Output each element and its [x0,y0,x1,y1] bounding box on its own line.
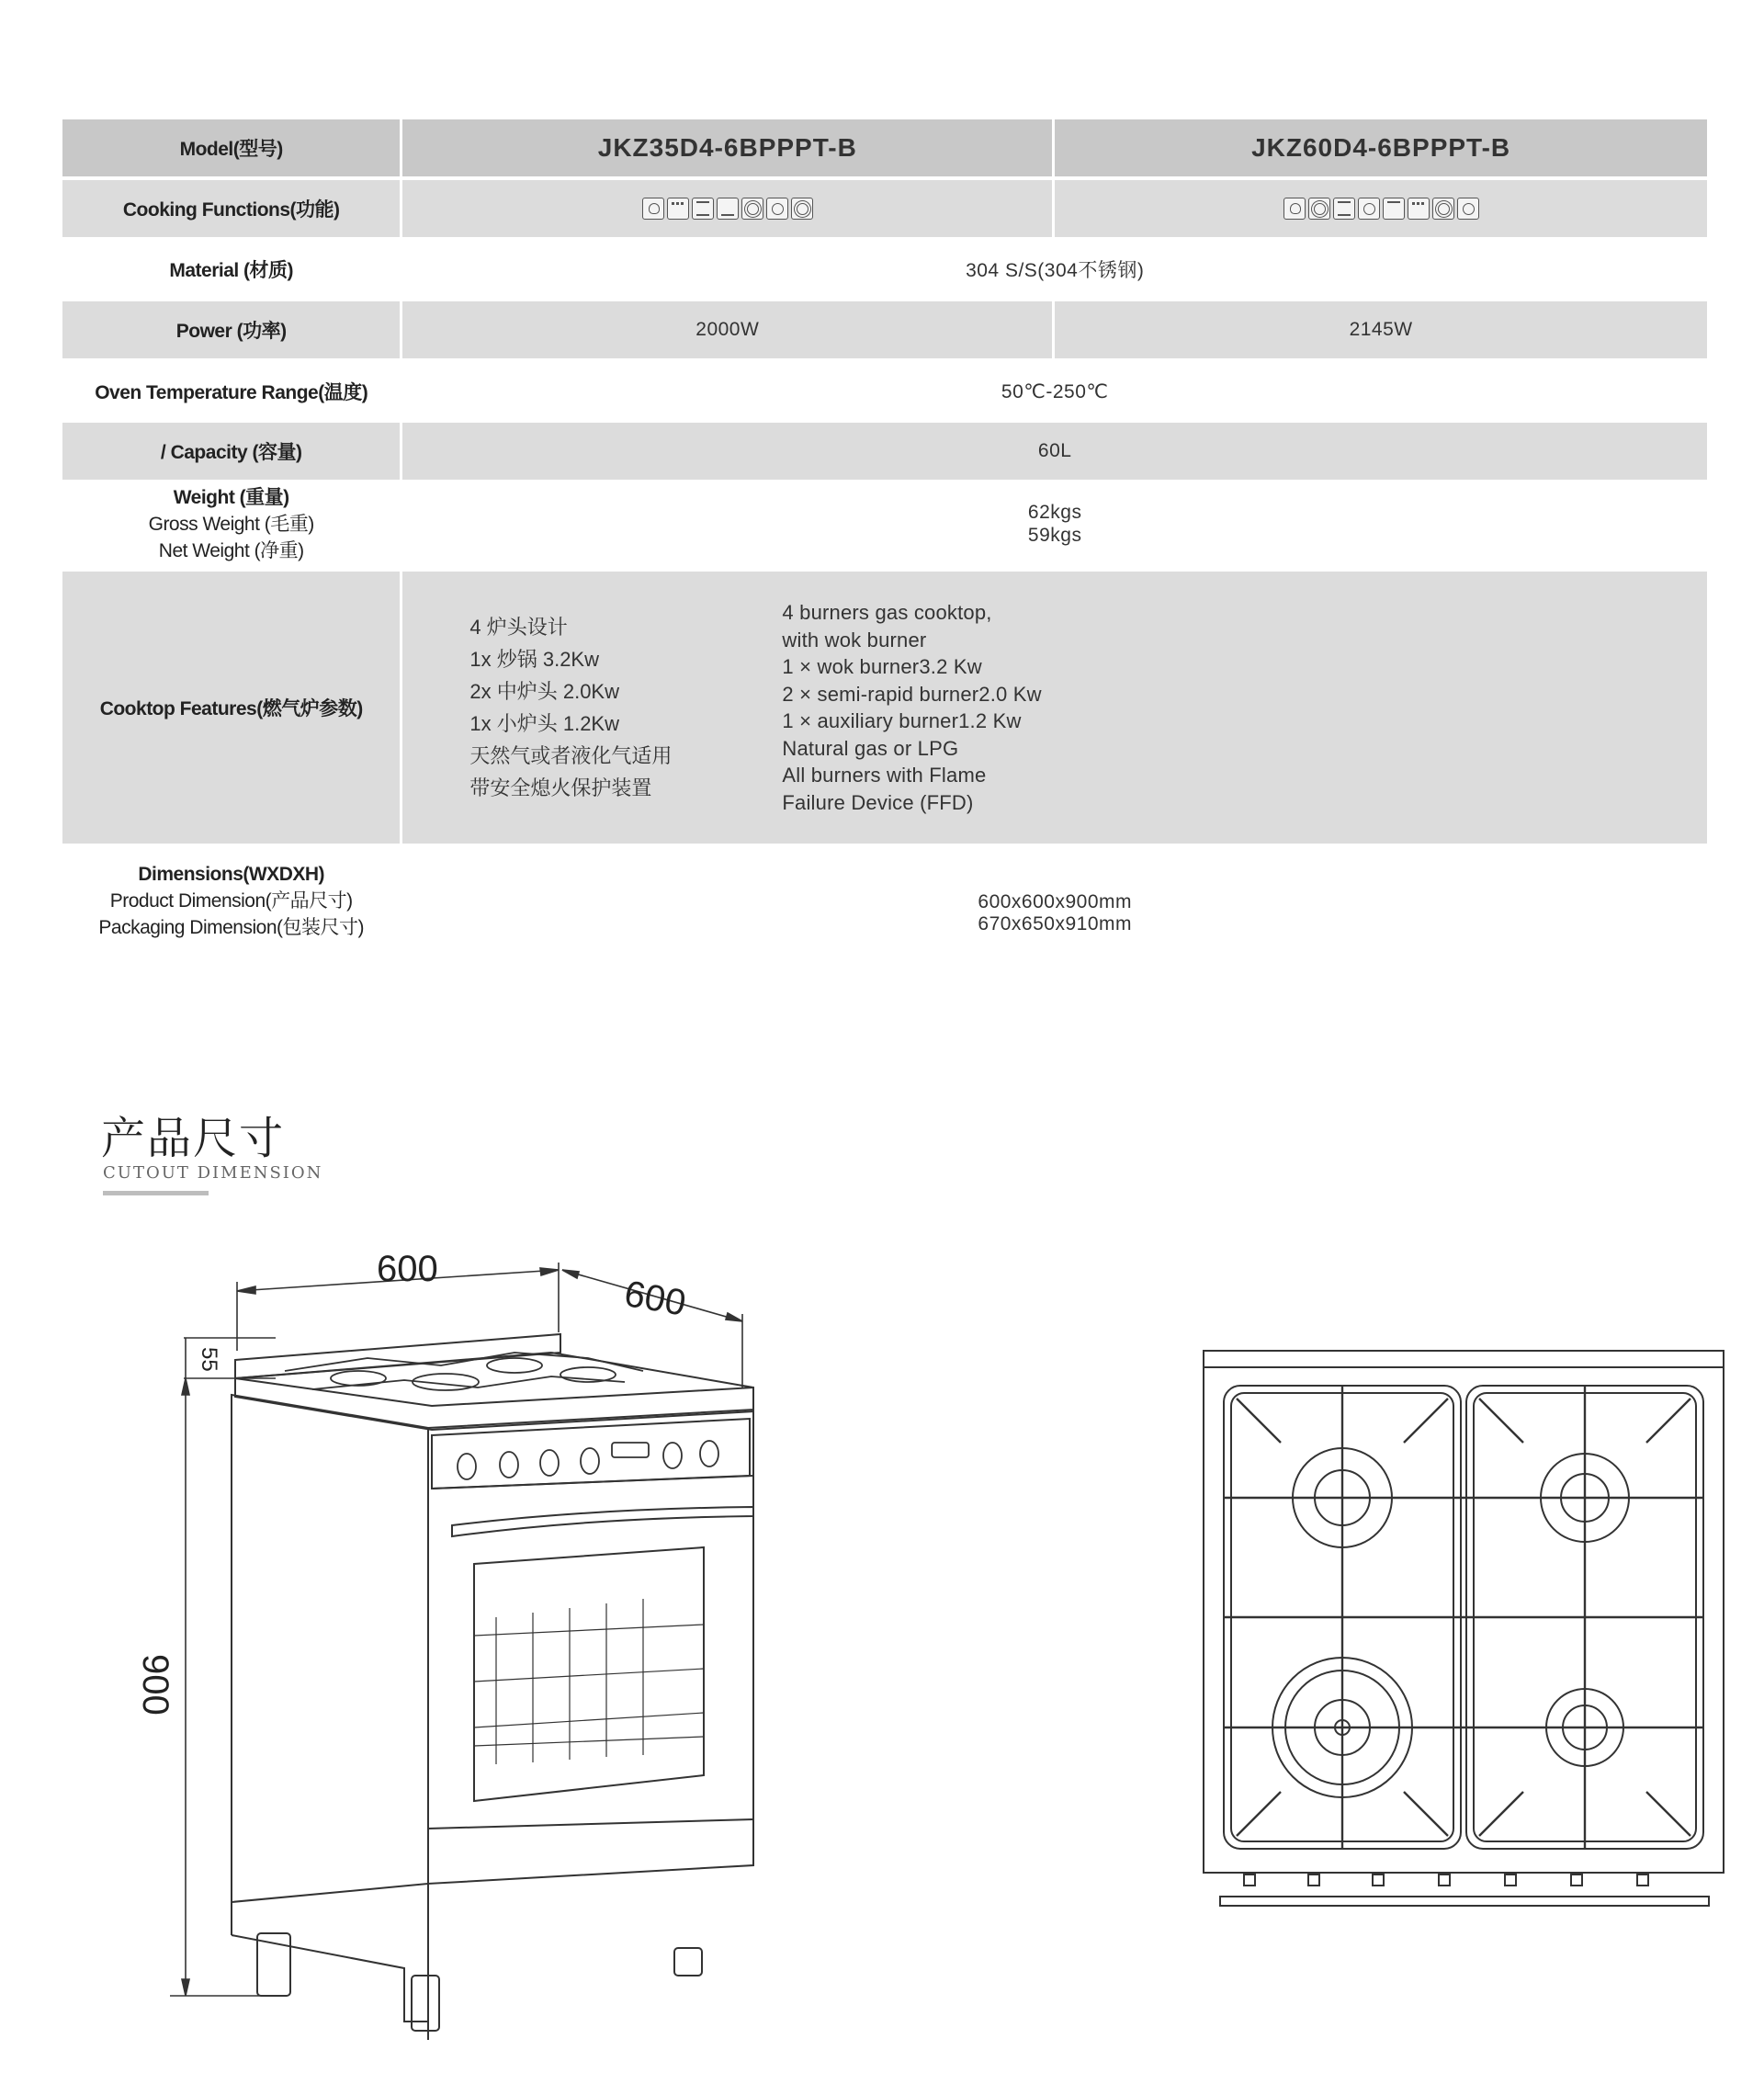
model-a: JKZ35D4-6BPPPT-B [597,133,857,162]
cooking-functions-label: Cooking Functions(功能) [122,199,340,221]
model-row [62,119,1707,176]
cooktop-label: Cooktop Features(燃气炉参数) [99,698,363,719]
power-label: Power (功率) [175,321,287,342]
fan-heat-icon [1308,198,1330,220]
cooktop-cn-list [402,611,782,804]
cooktop-cn-line: 2x 中炉头 2.0Kw [469,680,619,703]
model-b: JKZ60D4-6BPPPT-B [1251,133,1511,162]
cooktop-en-line: 1 × auxiliary burner1.2 Kw [782,709,1022,732]
height-dimension-label: 900 [135,1654,175,1716]
dimensions-values [402,859,1707,942]
capacity-row [62,423,1707,480]
grill-icon [1408,198,1430,220]
cooktop-en-line: 2 × semi-rapid burner2.0 Kw [782,682,1042,706]
cooktop-features [402,572,1707,844]
top-heat-icon [1383,198,1405,220]
temperature-label: Oven Temperature Range(温度) [95,382,368,403]
cooktop-en-line: 1 × wok burner3.2 Kw [782,655,982,678]
capacity-value: 60L [1037,440,1072,461]
fan-heat-icon [1432,198,1454,220]
fan-icon [1457,198,1479,220]
cooktop-en-line: with wok burner [782,628,927,651]
packaging-dimension: 670x650x910mm [978,913,1132,934]
material-label: Material (材质) [169,260,294,281]
cooktop-cn-line: 带安全熄火保护装置 [469,776,652,799]
stove-perspective-drawing [129,1250,956,2040]
top-bottom-heat-icon [1333,198,1355,220]
grill-icon [667,198,689,220]
width-dimension-label: 600 [377,1250,438,1289]
gross-weight: 62kgs [1027,502,1082,523]
light-fan-icon [1283,198,1306,220]
cooktop-cn-line: 4 炉头设计 [469,616,568,639]
cooktop-en-line: All burners with Flame [782,764,987,787]
light-fan-icon [642,198,664,220]
depth-dimension-label: 600 [621,1273,689,1324]
function-icons-a [642,198,813,220]
dimensions-row [62,859,1707,942]
net-weight: 59kgs [1027,525,1082,546]
cooktop-en-line: Failure Device (FFD) [782,790,974,814]
cooktop-cn-line: 天然气或者液化气适用 [469,744,673,767]
function-icons-b [1283,198,1479,220]
section-subtitle: CUTOUT DIMENSION [103,1163,323,1183]
temperature-row [62,362,1707,421]
fan-icon [1358,198,1380,220]
power-b: 2145W [1349,319,1413,340]
fan-icon [766,198,788,220]
dimensions-label: Dimensions(WXDXH) Product Dimension(产品尺寸) Packaging Dimension(包装尺寸) [98,863,364,938]
weight-label: Weight (重量) Gross Weight (毛重) Net Weight (净重) [148,486,314,561]
section-underline [103,1191,209,1195]
burners [1272,1448,1629,1797]
power-a: 2000W [695,319,760,340]
temperature-value: 50℃-250℃ [1001,380,1109,402]
material-value: 304 S/S(304不锈钢) [966,260,1145,281]
oven-window [474,1547,704,1801]
cooking-functions-row [62,180,1707,237]
product-dimension: 600x600x900mm [978,891,1132,912]
cooktop-en-list [782,599,1041,816]
top-height-label: 55 [197,1347,221,1372]
cooktop-row [62,572,1707,844]
stove-body [232,1334,753,2040]
control-knob-row [1244,1874,1648,1886]
weight-values [402,480,1707,568]
cooktop-en-line: 4 burners gas cooktop, [782,601,992,624]
power-row [62,301,1707,358]
fan-heat-icon [791,198,813,220]
cooktop-cn-line: 1x 炒锅 3.2Kw [469,648,599,671]
cooktop-en-line: Natural gas or LPG [782,736,959,760]
capacity-label: / Capacity (容量) [160,442,302,463]
top-bottom-heat-icon [692,198,714,220]
model-label: Model(型号) [179,139,283,160]
material-row [62,241,1707,298]
control-knobs [458,1441,718,1479]
weight-row [62,480,1707,568]
bottom-heat-icon [717,198,739,220]
fan-heat-icon [741,198,763,220]
cooktop-cn-line: 1x 小炉头 1.2Kw [469,712,619,735]
dimension-lines [170,1263,742,1996]
cooktop-top-view [1198,1342,1731,1911]
section-title: 产品尺寸 [101,1115,286,1163]
burner-grates [285,1353,643,1390]
cooktop-outline [1204,1351,1724,1873]
